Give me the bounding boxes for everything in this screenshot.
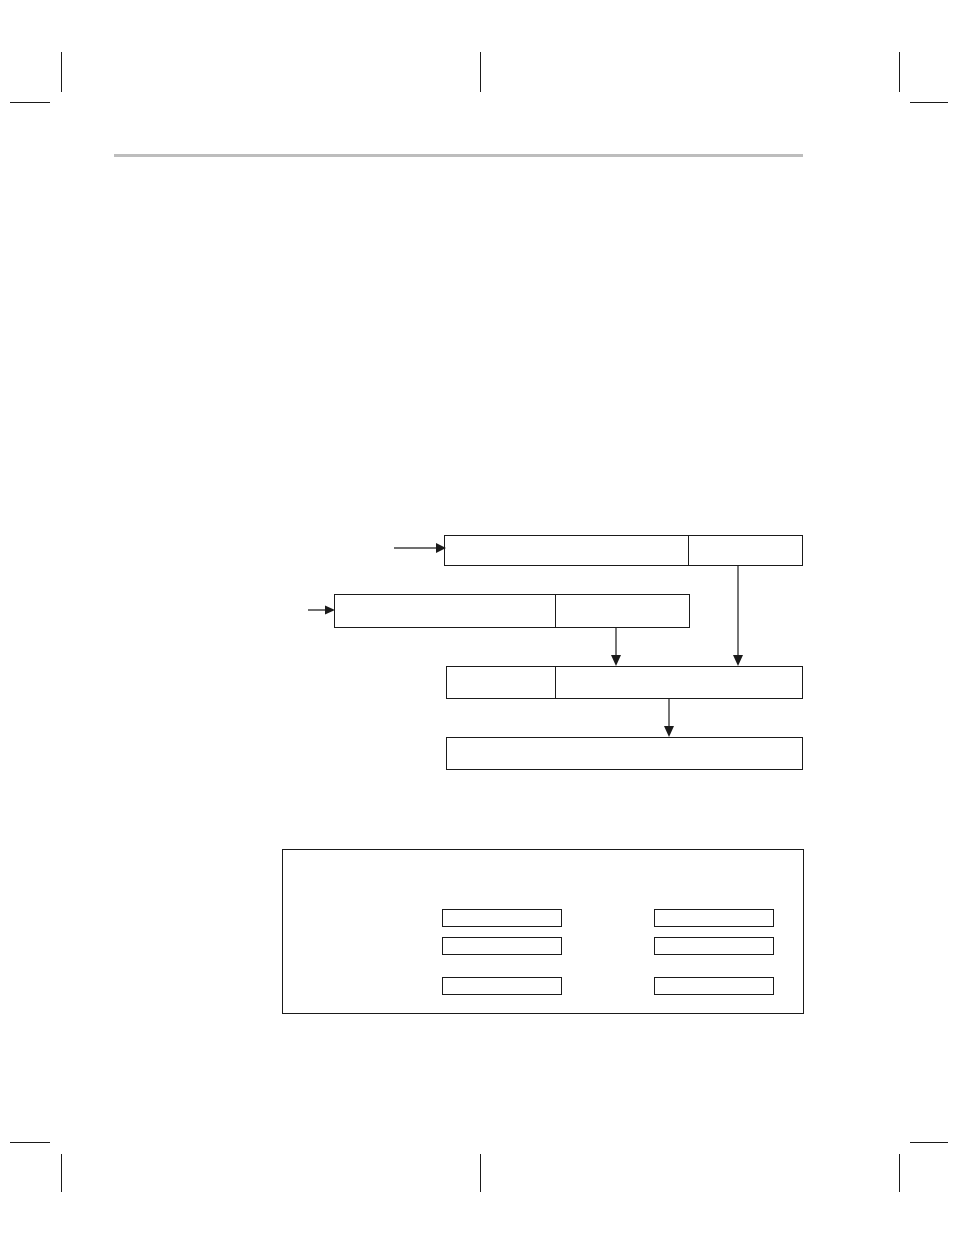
crop-mark-top-left-vertical [61,52,62,92]
register-a-field-1 [444,535,690,566]
panel-right-field-1 [654,909,774,927]
arrow-register-a-to-combined [733,566,743,666]
crop-mark-top-right-vertical [899,52,900,92]
register-a-field-2 [688,535,803,566]
crop-mark-top-center-vertical [480,52,481,92]
input-arrow-register-a [394,543,446,553]
arrow-combined-to-result [664,699,674,737]
panel-left-field-2 [442,937,562,955]
crop-mark-bottom-right-vertical [899,1154,900,1192]
input-arrow-register-b [308,606,335,615]
panel-left-field-3 [442,977,562,995]
panel-right-field-2 [654,937,774,955]
register-b-field-2 [555,594,690,628]
crop-mark-bottom-right-horizontal [910,1142,948,1143]
crop-mark-top-right-horizontal [910,102,948,103]
header-rule [114,154,803,157]
crop-mark-top-left-horizontal [10,102,50,103]
arrow-register-b-to-combined [611,628,621,666]
panel-left-field-1 [442,909,562,927]
crop-mark-bottom-left-horizontal [10,1142,50,1143]
combined-register-field-2 [555,666,803,699]
combined-register-field-1 [446,666,557,699]
crop-mark-bottom-left-vertical [61,1154,62,1192]
result-register [446,737,803,770]
panel-right-field-3 [654,977,774,995]
register-b-field-1 [334,594,557,628]
crop-mark-bottom-center-vertical [480,1154,481,1192]
